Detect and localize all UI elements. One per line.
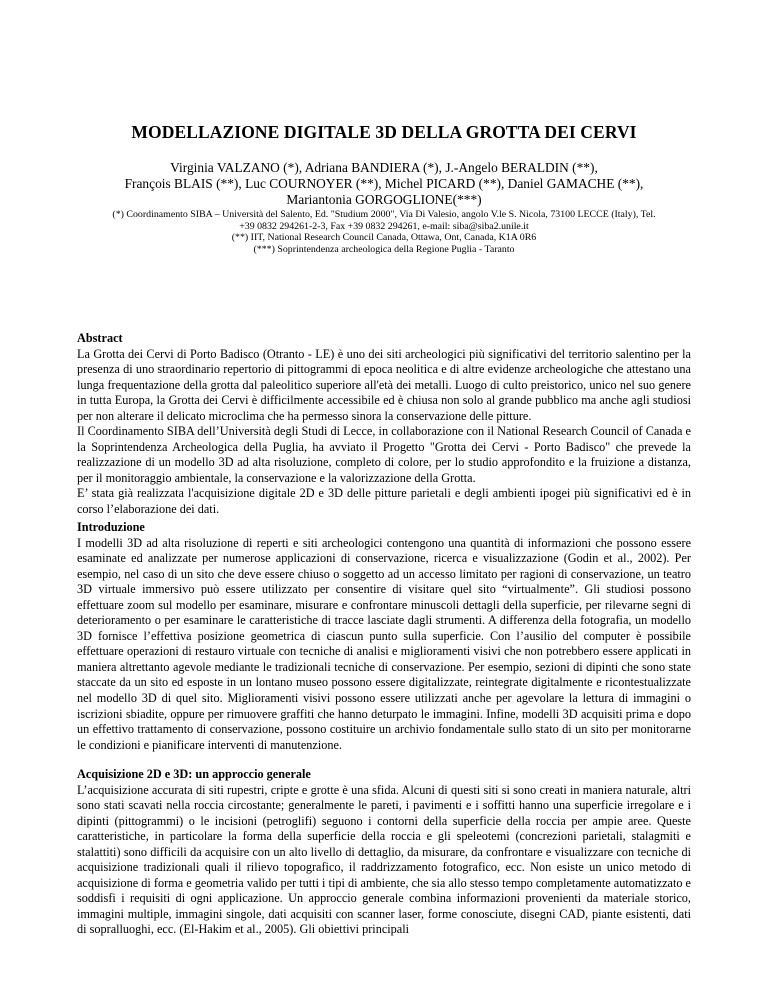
affiliation-list [77, 209, 691, 255]
abstract-section [77, 331, 691, 518]
abstract-paragraph: Il Coordinamento SIBA dell’Università degli Studi di Lecce, in collaborazione con il National Research Council of Canada e la Soprintendenza Archeologica della Puglia, ha avviato il Progetto "Grotta dei Cervi - Porto Badisco" che prevede la realizzazione di un modello 3D ad alta risoluzione, completo di colore, per lo studio approfondito e la fruizione a distanza, per il monitoraggio ambientale, la conservazione e la valorizzazione della Grotta. [77, 424, 691, 485]
author-list [77, 160, 691, 208]
author-line: Mariantonia GORGOGLIONE(***) [286, 192, 482, 207]
affiliation-line: (***) Soprintendenza archeologica della Regione Puglia - Taranto [253, 243, 515, 255]
affiliation-line: +39 0832 294261-2-3, Fax +39 0832 294261, e-mail: siba@siba2.unile.it [239, 220, 529, 232]
abstract-paragraph: E’ stata già realizzata l'acquisizione digitale 2D e 3D delle pitture parietali e degli ambienti ipogei più significativi ed è in corso l’elaborazione dei dati. [77, 486, 691, 517]
introduction-section [77, 520, 691, 753]
affiliation-line: (**) IIT, National Research Council Canada, Ottawa, Ont, Canada, K1A 0R6 [231, 232, 537, 243]
paper-title: MODELLAZIONE DIGITALE 3D DELLA GROTTA DEI CERVI [131, 122, 637, 142]
abstract-paragraph: La Grotta dei Cervi di Porto Badisco (Otranto - LE) è uno dei siti archeologici più significativi del territorio salentino per la presenza di uno straordinario repertorio di pittogrammi di epoca neolitica e di altre evidenze archeologiche che attestano una lunga frequentazione della grotta dal paleolitico superiore all'età dei metalli. Luogo di culto preistorico, unico nel suo genere in tutta Europa, la Grotta dei Cervi è difficilmente accessibile ed è chiusa non solo al grande pubblico ma anche agli studiosi per non alterare il delicato microclima che ha permesso sinora la conservazione delle pitture. [77, 346, 691, 423]
acquisition-heading: Acquisizione 2D e 3D: un approccio generale [77, 767, 311, 781]
acquisition-section [77, 767, 691, 938]
abstract-heading: Abstract [77, 331, 123, 345]
affiliation-line: (*) Coordinamento SIBA – Università del Salento, Ed. "Studium 2000", Via Di Valesio, angolo V.le S. Nicola, 73100 LECCE (Italy), Tel. [112, 209, 656, 220]
introduction-heading: Introduzione [77, 520, 145, 534]
author-line: Virginia VALZANO (*), Adriana BANDIERA (*), J.-Angelo BERALDIN (**), [170, 160, 598, 175]
author-line: François BLAIS (**), Luc COURNOYER (**), Michel PICARD (**), Daniel GAMACHE (**), [124, 176, 644, 191]
introduction-paragraph: I modelli 3D ad alta risoluzione di reperti e siti archeologici contengono una quantità di informazioni che possono essere esaminate ed analizzate per numerose applicazioni di conservazione, ricerca e visualizzazione (Godin et al., 2002). Per esempio, nel caso di un sito che deve essere chiuso o soggetto ad un accesso limitato per ragioni di conservazione, un teatro 3D virtuale immersivo può essere utilizzato per consentire di visitare quel sito “virtualmente”. Gli studiosi possono effettuare zoom sul modello per esaminare, misurare e confrontare minuscoli dettagli della superficie, per rilevarne segni di deterioramento o per esaminare le caratteristiche di tracce lasciate dagli strumenti. A differenza della fotografia, un modello 3D fornisce l’effettiva posizione geometrica di ciascun punto sulla superficie. Con l’ausilio del computer è possibile effettuare operazioni di restauro virtuale con tecniche di analisi e miglioramenti visivi che non potrebbero essere applicati in maniera altrettanto agevole mediante le tradizionali tecniche di conservazione. Per esempio, sezioni di dipinti che sono state staccate da un sito ed esposte in un lontano museo possono essere digitalizzate, reintegrate digitalmente e ricontestualizzate nel modello 3D di quel sito. Miglioramenti visivi possono essere utilizzati anche per agevolare la lettura di immagini o iscrizioni sbiadite, oppure per rimuovere graffiti che hanno deturpato le immagini. Infine, modelli 3D acquisiti prima e dopo un effettivo trattamento di conservazione, possono costituire un archivio fondamentale sullo stato di un sito per monitorarne le condizioni e pianificare interventi di manutenzione. [77, 535, 691, 752]
acquisition-paragraph: L’acquisizione accurata di siti rupestri, cripte e grotte è una sfida. Alcuni di questi siti si sono creati in maniera naturale, altri sono stati scavati nella roccia circostante; generalmente le pareti, i pavimenti e i soffitti hanno una superficie irregolare e i dipinti (pittogrammi) o le incisioni (petroglifi) seguono i contorni della superficie della roccia per ampie aree. Queste caratteristiche, in particolare la forma della superficie della roccia e gli speleotemi (concrezioni parietali, stalagmiti e stalattiti) sono difficili da acquisire con un alto livello di dettaglio, da misurare, da confrontare e visualizzare con tecniche di acquisizione tradizionali quali il rilievo topografico, il raddrizzamento fotografico, ecc. Non esiste un unico metodo di acquisizione di forma e geometria valido per tutti i tipi di ambiente, che sia allo stesso tempo completamente automatizzato e soddisfi i requisiti di ogni applicazione. Un approccio generale combina informazioni provenienti da materiale storico, immagini multiple, immagini singole, dati acquisiti con scanner laser, forme conosciute, disegni CAD, piante esistenti, dati di sopralluoghi, ecc. (El-Hakim et al., 2005). Gli obiettivi principali [77, 782, 691, 937]
